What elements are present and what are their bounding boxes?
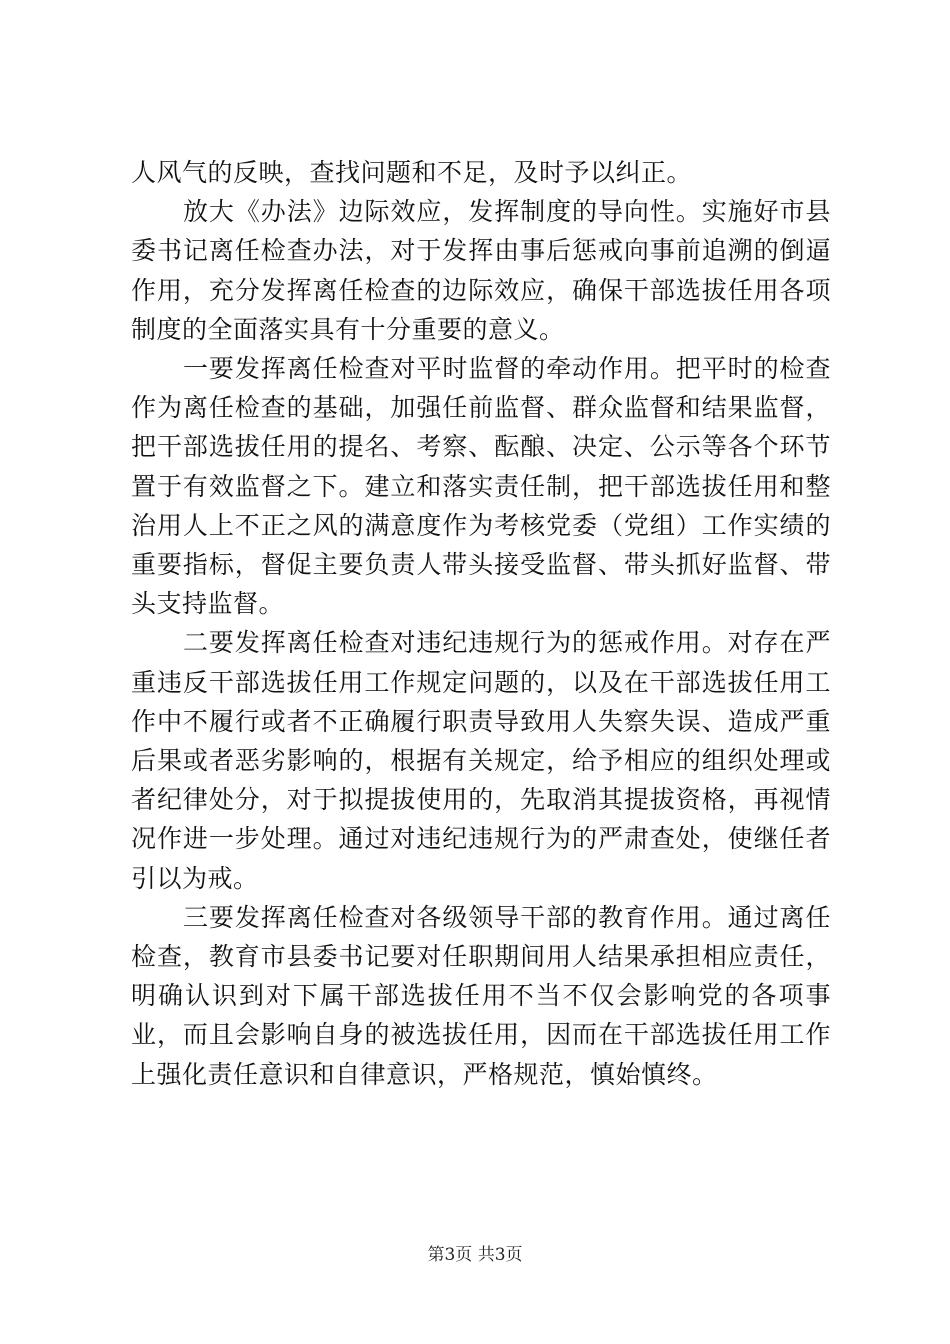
paragraph-point-two: 二要发挥离任检查对违纪违规行为的惩戒作用。对存在严重违反干部选拔任用工作规定问题的，以及在干部选拔任用工作中不履行或者不正确履行职责导致用人失察失误、造成严重后果或者恶劣影响的，根据有关规定，给予相应的组织处理或者纪律处分，对于拟提拔使用的，先取消其提拔资格，再视情况作进一步处理。通过对违纪违规行为的严肃查处，使继任者引以为戒。 <box>131 628 831 893</box>
paragraph-point-three: 三要发挥离任检查对各级领导干部的教育作用。通过离任检查，教育市县委书记要对任职期间用人结果承担相应责任，明确认识到对下属干部选拔任用不当不仅会影响党的各项事业，而且会影响自身的被选拔任用，因而在干部选拔任用工作上强化责任意识和自律意识，严格规范，慎始慎终。 <box>131 902 831 1089</box>
document-body <box>131 153 831 1094</box>
paragraph-guidance: 放大《办法》边际效应，发挥制度的导向性。实施好市县委书记离任检查办法，对于发挥由事后惩戒向事前追溯的倒逼作用，充分发挥离任检查的边际效应，确保干部选拔任用各项制度的全面落实具有十分重要的意义。 <box>131 197 831 344</box>
page-number-footer: 第3页 共3页 <box>427 1245 523 1265</box>
paragraph-point-one: 一要发挥离任检查对平时监督的牵动作用。把平时的检查作为离任检查的基础，加强任前监督、群众监督和结果监督，把干部选拔任用的提名、考察、酝酿、决定、公示等各个环节置于有效监督之下。建立和落实责任制，把干部选拔任用和整治用人上不正之风的满意度作为考核党委（党组）工作实绩的重要指标，督促主要负责人带头接受监督、带头抓好监督、带头支持监督。 <box>131 354 831 619</box>
paragraph-continuation: 人风气的反映，查找问题和不足，及时予以纠正。 <box>131 158 693 187</box>
